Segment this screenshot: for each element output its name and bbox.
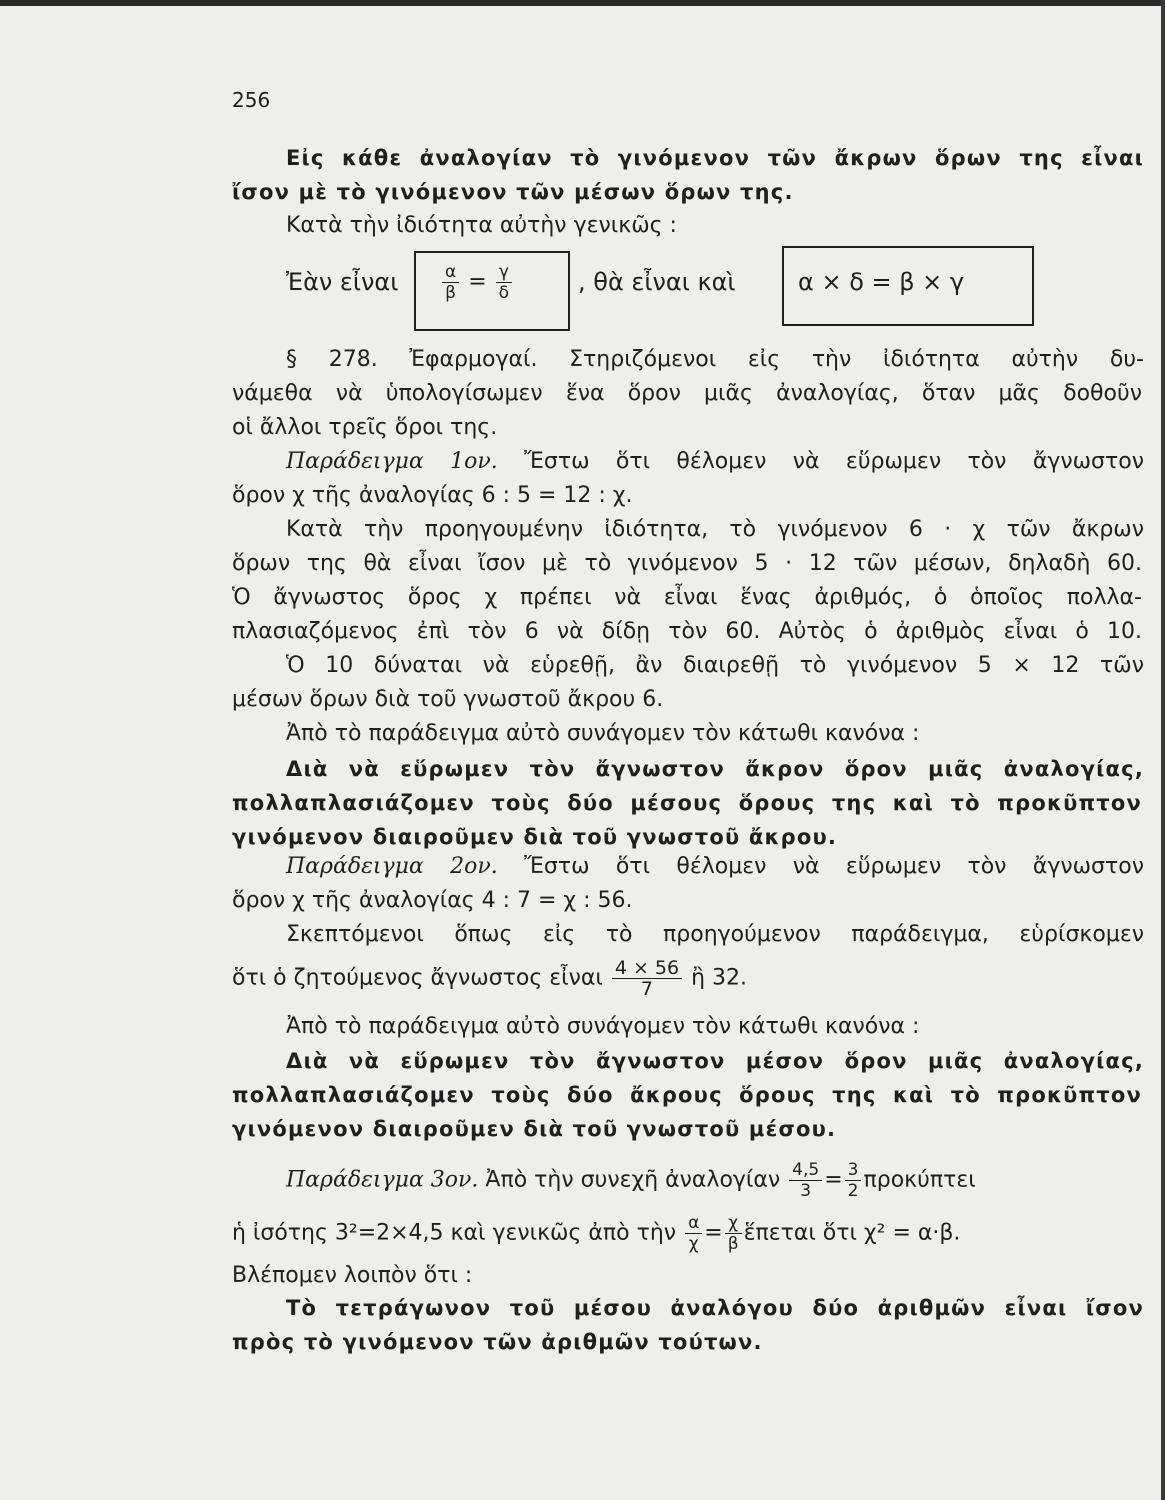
example2-p2-line2: ὅτι ὁ ζητούμενος ἄγνωστος εἶναι $\frac{4 \times 56}{7}$ ἢ 32. xyxy=(232,957,748,1000)
example2-conclusion: Ἀπὸ τὸ παράδειγμα αὐτὸ συνάγομεν τὸν κάτωθι κανόνα : xyxy=(286,1014,920,1039)
example1-p2-line1: Κατὰ τὴν προηγουμένην ἰδιότητα, τὸ γινόμενον 6 · χ τῶν ἄκρων xyxy=(286,517,1144,542)
ratio-formula xyxy=(440,262,514,303)
property-intro: Κατὰ τὴν ἰδιότητα αὐτὴν γενικῶς : xyxy=(286,213,677,238)
rule-intro-line2: ἴσον μὲ τὸ γινόμενον τῶν μέσων ὅρων της. xyxy=(232,180,794,204)
example1-p2-line3: Ὁ ἄγνωστος ὅρος χ πρέπει νὰ εἶναι ἕνας ἀριθμός, ὁ ὁποῖος πολλα- xyxy=(232,585,1142,610)
example2-rule-line3: γινόμενον διαιροῦμεν διὰ τοῦ γνωστοῦ μέσου. xyxy=(232,1117,837,1141)
example1-rule-line3: γινόμενον διαιροῦμεν διὰ τοῦ γνωστοῦ ἄκρου. xyxy=(232,825,838,849)
example3-line1: Παράδειγμα 3ον. Ἀπὸ τὴν συνεχῆ ἀναλογίαν $\frac{4,5}{3}$ = $\frac{3}{2}$ προκύπτει xyxy=(286,1160,976,1201)
example2-rule-line1: Διὰ νὰ εὕρωμεν τὸν ἄγνωστον μέσον ὅρον μιᾶς ἀναλογίας, xyxy=(286,1049,1144,1073)
ratio-frac2-den: δ xyxy=(498,283,510,303)
example1-conclusion: Ἀπὸ τὸ παράδειγμα αὐτὸ συνάγομεν τὸν κάτωθι κανόνα : xyxy=(286,721,920,746)
scan-top-edge xyxy=(0,0,1165,6)
example3-rule-line2: πρὸς τὸ γινόμενον τῶν ἀριθμῶν τούτων. xyxy=(232,1330,763,1354)
example3-line2: ἡ ἰσότης 3²=2×4,5 καὶ γενικῶς ἀπὸ τὴν $\frac{\alpha}{\chi}$ = $\frac{\chi}{\beta}$ ἕπεται ὅτι χ² = α·β. xyxy=(232,1213,961,1254)
example2-rule-line2: πολλαπλασιάζομεν τοὺς δύο ἄκρους ὅρους της καὶ τὸ προκῦπτον xyxy=(232,1083,1142,1107)
example2-frac-den: 7 xyxy=(640,978,654,1000)
example3-line3: Βλέπομεν λοιπὸν ὅτι : xyxy=(232,1263,473,1288)
section-278-line2: νάμεθα νὰ ὑπολογίσωμεν ἕνα ὅρον μιᾶς ἀναλογίας, ὅταν μᾶς δοθοῦν xyxy=(232,381,1142,406)
example2-line2: ὅρον χ τῆς ἀναλογίας 4 : 7 = χ : 56. xyxy=(232,888,633,913)
example2-label: Παράδειγμα 2ον. xyxy=(286,854,498,879)
example1-line1: Παράδειγμα 1ον. Ἔστω ὅτι θέλομεν νὰ εὕρωμεν τὸν ἄγνωστον xyxy=(286,449,1144,474)
ratio-frac1-den: β xyxy=(445,283,457,303)
page-number: 256 xyxy=(232,88,271,112)
formula-then-label: , θὰ εἶναι καὶ xyxy=(578,268,736,296)
example2-p2-line1: Σκεπτόμενοι ὅπως εἰς τὸ προηγούμενον παράδειγμα, εὑρίσκομεν xyxy=(286,922,1144,947)
formula-if-label: Ἐὰν εἶναι xyxy=(286,268,399,296)
example1-p2-line4: πλασιαζόμενος ἐπὶ τὸν 6 νὰ δίδῃ τὸν 60. Αὐτὸς ὁ ἀριθμὸς εἶναι ὁ 10. xyxy=(232,619,1142,644)
example1-rule-line2: πολλαπλασιάζομεν τοὺς δύο μέσους ὅρους της καὶ τὸ προκῦπτον xyxy=(232,791,1142,815)
example3-rule-line1: Τὸ τετράγωνον τοῦ μέσου ἀναλόγου δύο ἀριθμῶν εἶναι ἴσον xyxy=(286,1296,1144,1320)
example2-line1: Παράδειγμα 2ον. Ἔστω ὅτι θέλομεν νὰ εὕρωμεν τὸν ἄγνωστον xyxy=(286,854,1144,879)
example1-p3-line1: Ὁ 10 δύναται νὰ εὑρεθῇ, ἂν διαιρεθῇ τὸ γινόμενον 5 × 12 τῶν xyxy=(286,653,1144,678)
example1-p3-line2: μέσων ὅρων διὰ τοῦ γνωστοῦ ἄκρου 6. xyxy=(232,687,664,712)
rule-intro-line1: Εἰς κάθε ἀναλογίαν τὸ γινόμενον τῶν ἄκρων ὅρων της εἶναι xyxy=(286,146,1144,170)
product-rule: α × δ = β × γ xyxy=(798,268,965,296)
ratio-frac2-num: γ xyxy=(496,262,512,283)
section-278-line3: οἱ ἄλλοι τρεῖς ὅροι της. xyxy=(232,415,498,440)
example1-line2: ὅρον χ τῆς ἀναλογίας 6 : 5 = 12 : χ. xyxy=(232,483,633,508)
ratio-equals: = xyxy=(468,269,487,295)
example1-p2-line2: ὅρων της θὰ εἶναι ἴσον μὲ τὸ γινόμενον 5 · 12 τῶν μέσων, δηλαδὴ 60. xyxy=(232,551,1142,576)
example1-label: Παράδειγμα 1ον. xyxy=(286,449,498,474)
section-278-line1: § 278. Ἐφαρμογαί. Στηριζόμενοι εἰς τὴν ἰδιότητα αὐτὴν δυ- xyxy=(286,347,1144,372)
example2-frac-num: 4 × 56 xyxy=(612,958,682,979)
example1-rule-line1: Διὰ νὰ εὕρωμεν τὸν ἄγνωστον ἄκρον ὅρον μιᾶς ἀναλογίας, xyxy=(286,757,1144,781)
ratio-frac1-num: α xyxy=(442,262,459,283)
example3-label: Παράδειγμα 3ον. xyxy=(286,1167,479,1193)
